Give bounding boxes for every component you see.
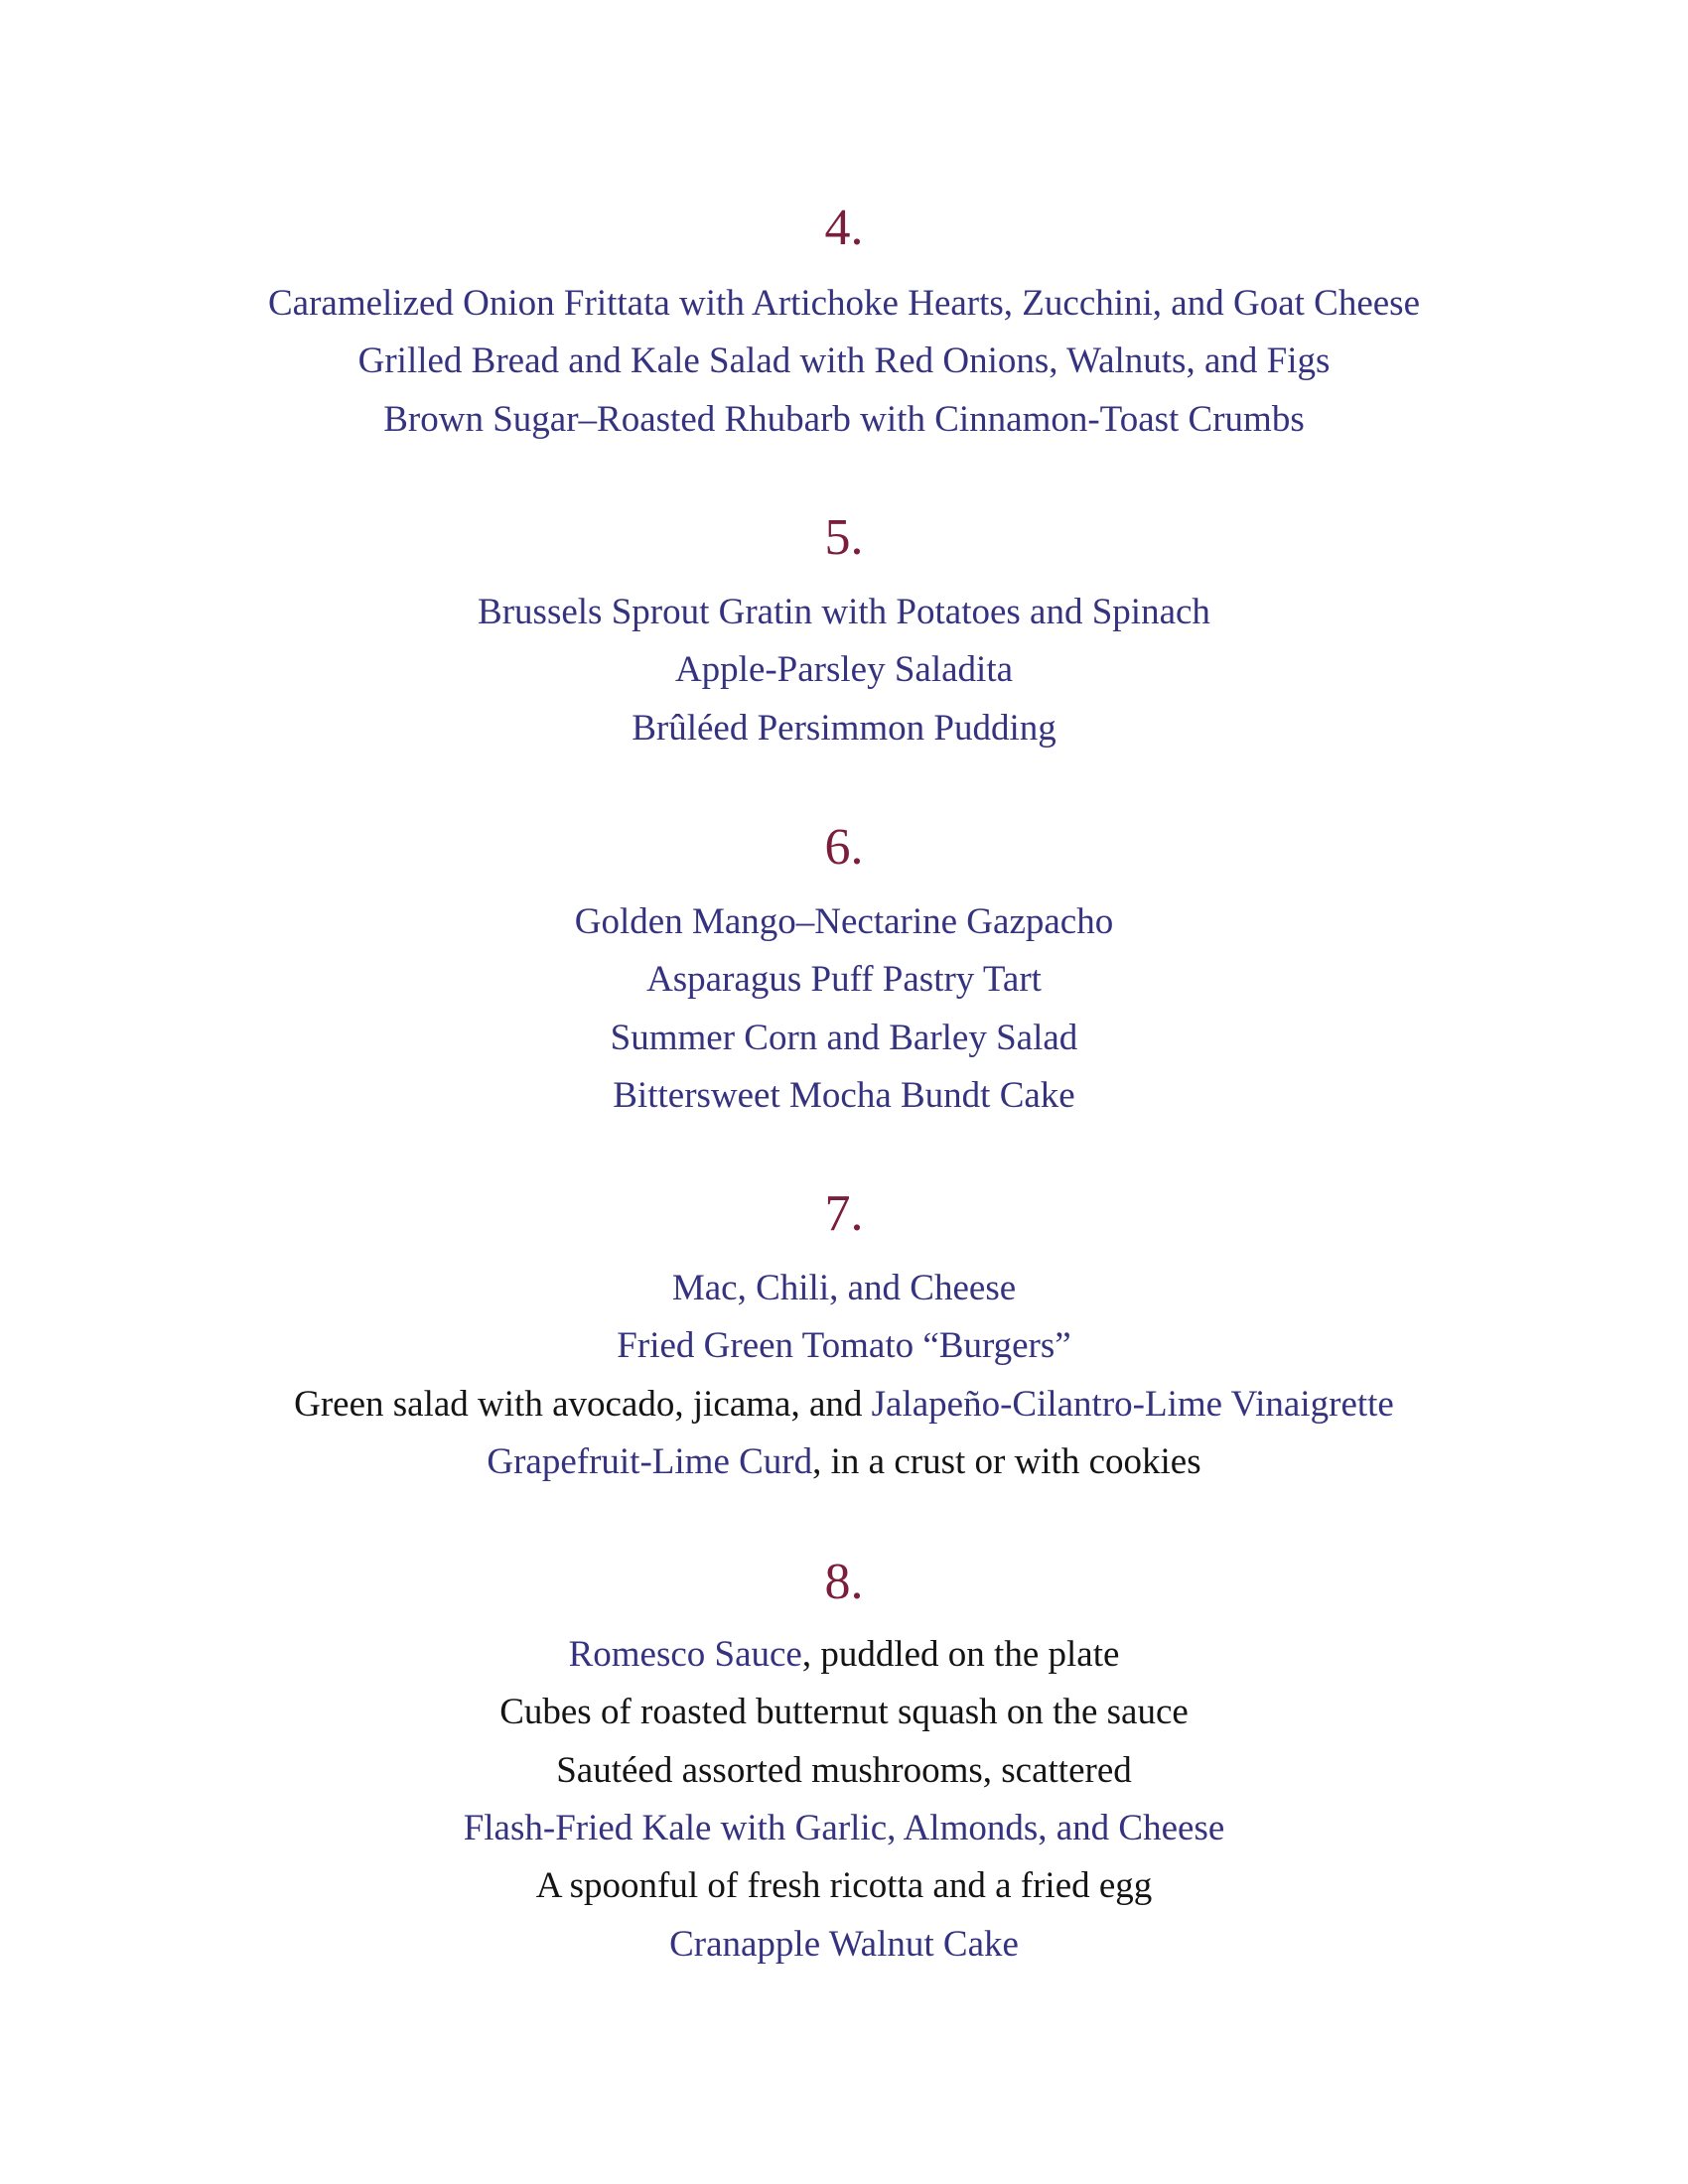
menu-number: 6. bbox=[824, 819, 864, 876]
dish-text: Cubes of roasted butternut squash on the sauce bbox=[499, 1692, 1189, 1733]
menu-line bbox=[0, 1439, 1688, 1485]
menu-line bbox=[0, 706, 1688, 751]
menu-line bbox=[0, 1323, 1688, 1369]
menu-line bbox=[0, 1690, 1688, 1735]
recipe-link[interactable]: Bittersweet Mocha Bundt Cake bbox=[613, 1074, 1075, 1116]
recipe-link[interactable]: Golden Mango–Nectarine Gazpacho bbox=[574, 901, 1114, 942]
recipe-link[interactable]: Mac, Chili, and Cheese bbox=[671, 1268, 1017, 1308]
menu-line bbox=[0, 957, 1688, 1003]
menu-line bbox=[0, 590, 1688, 635]
menu-number: 7. bbox=[824, 1185, 864, 1242]
dish-text: , in a crust or with cookies bbox=[812, 1440, 1201, 1482]
menu-line bbox=[0, 1632, 1688, 1678]
dish-text: Sautéed assorted mushrooms, scattered bbox=[556, 1749, 1132, 1791]
menu-line bbox=[0, 899, 1688, 945]
recipe-link[interactable]: Brown Sugar–Roasted Rhubarb with Cinnamon-Toast Crumbs bbox=[383, 398, 1305, 440]
menu-line bbox=[0, 1016, 1688, 1061]
recipe-link[interactable]: Flash-Fried Kale with Garlic, Almonds, and Cheese bbox=[463, 1807, 1225, 1848]
recipe-link[interactable]: Cranapple Walnut Cake bbox=[669, 1923, 1019, 1965]
dish-text: Green salad with avocado, jicama, and bbox=[294, 1383, 872, 1425]
menu-line bbox=[0, 1073, 1688, 1119]
menu-line bbox=[0, 397, 1688, 443]
recipe-link[interactable]: Caramelized Onion Frittata with Artichoke Hearts, Zucchini, and Goat Cheese bbox=[267, 283, 1420, 324]
recipe-link[interactable]: Asparagus Puff Pastry Tart bbox=[646, 959, 1042, 1001]
menu-line bbox=[0, 1748, 1688, 1794]
recipe-link[interactable]: Brûléed Persimmon Pudding bbox=[632, 707, 1056, 749]
recipe-link[interactable]: Apple-Parsley Saladita bbox=[674, 649, 1014, 691]
menu-line bbox=[0, 1863, 1688, 1909]
menu-line bbox=[0, 1266, 1688, 1311]
menu-line bbox=[0, 281, 1688, 327]
menu-line bbox=[0, 1382, 1688, 1428]
menu-number: 4. bbox=[824, 200, 864, 256]
menu-number: 5. bbox=[824, 509, 864, 566]
menu-line bbox=[0, 1922, 1688, 1968]
dish-text: , puddled on the plate bbox=[801, 1634, 1120, 1675]
menu-number: 8. bbox=[824, 1554, 864, 1610]
menu-line bbox=[0, 647, 1688, 693]
menu-line bbox=[0, 1806, 1688, 1851]
recipe-link[interactable]: Jalapeño-Cilantro-Lime Vinaigrette bbox=[871, 1383, 1394, 1425]
recipe-link[interactable]: Romesco Sauce bbox=[568, 1634, 802, 1675]
recipe-link[interactable]: Grilled Bread and Kale Salad with Red Onions, Walnuts, and Figs bbox=[357, 341, 1331, 382]
recipe-link[interactable]: Summer Corn and Barley Salad bbox=[610, 1017, 1078, 1058]
dish-text: A spoonful of fresh ricotta and a fried egg bbox=[535, 1865, 1153, 1907]
menu-line bbox=[0, 339, 1688, 384]
recipe-link[interactable]: Grapefruit-Lime Curd bbox=[487, 1440, 813, 1482]
recipe-link[interactable]: Brussels Sprout Gratin with Potatoes and Spinach bbox=[478, 592, 1210, 632]
recipe-link[interactable]: Fried Green Tomato “Burgers” bbox=[617, 1325, 1071, 1367]
